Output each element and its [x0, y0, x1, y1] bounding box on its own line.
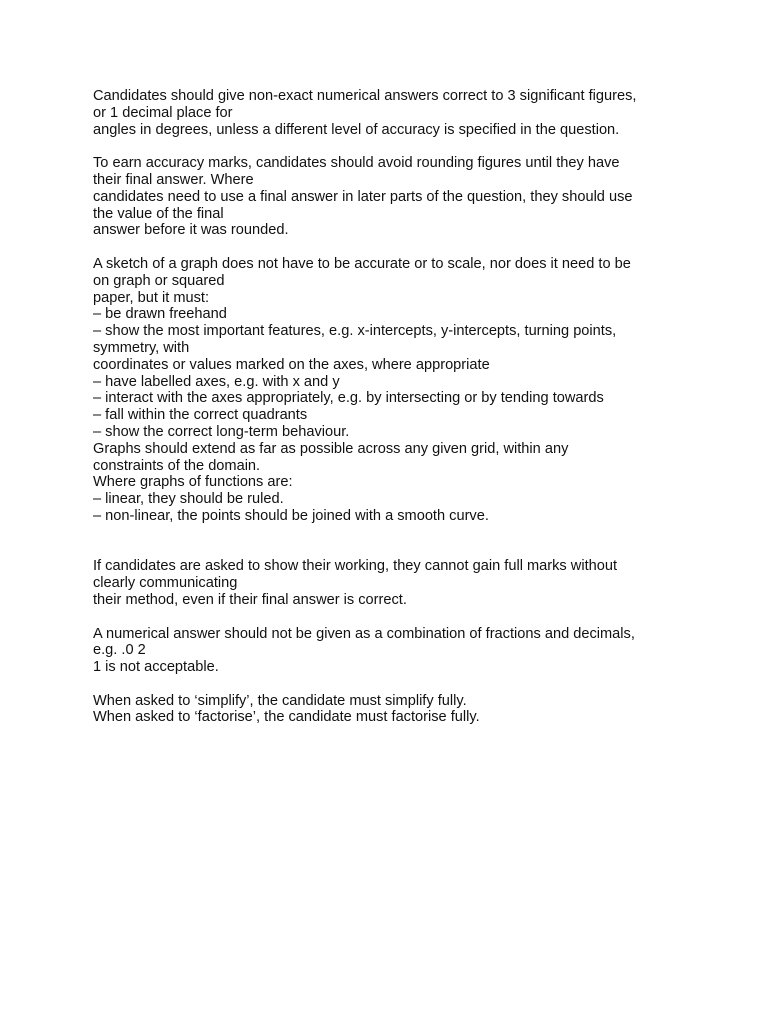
text-line: the value of the final	[93, 205, 224, 222]
text-line: answer before it was rounded.	[93, 222, 289, 239]
paragraph-spacer	[93, 525, 683, 559]
text-line: their final answer. Where	[93, 171, 254, 188]
text-line: When asked to ‘simplify’, the candidate must simplify fully.	[93, 692, 467, 709]
text-line: on graph or squared	[93, 272, 225, 289]
paragraph-simplify-factorise	[93, 693, 683, 727]
text-line: paper, but it must:	[93, 289, 210, 306]
paragraph-accuracy-marks	[93, 155, 683, 239]
list-item: – be drawn freehand	[93, 306, 227, 323]
text-line: 1 is not acceptable.	[93, 659, 219, 676]
text-line: When asked to ‘factorise’, the candidate must factorise fully.	[93, 709, 480, 726]
paragraph-graph-sketch	[93, 256, 683, 525]
paragraph-rounding-accuracy	[93, 88, 683, 138]
text-line: Graphs should extend as far as possible across any given grid, within any	[93, 440, 569, 457]
text-line: A numerical answer should not be given as a combination of fractions and decimals,	[93, 625, 635, 642]
text-line: To earn accuracy marks, candidates should avoid rounding figures until they have	[93, 155, 620, 172]
text-line: angles in degrees, unless a different level of accuracy is specified in the question.	[93, 121, 620, 138]
paragraph-spacer	[93, 676, 683, 693]
list-item: – non-linear, the points should be joined with a smooth curve.	[93, 507, 489, 524]
paragraph-numerical-answer	[93, 626, 683, 676]
paragraph-spacer	[93, 138, 683, 155]
list-item: – show the most important features, e.g. x-intercepts, y-intercepts, turning points,	[93, 323, 617, 340]
text-line: candidates need to use a final answer in later parts of the question, they should use	[93, 188, 633, 205]
list-item: – have labelled axes, e.g. with x and y	[93, 373, 340, 390]
document-body	[93, 88, 683, 726]
paragraph-show-working	[93, 558, 683, 608]
text-line: clearly communicating	[93, 575, 238, 592]
text-line: constraints of the domain.	[93, 457, 261, 474]
text-line: symmetry, with	[93, 339, 190, 356]
text-line: their method, even if their final answer is correct.	[93, 591, 407, 608]
text-line: A sketch of a graph does not have to be accurate or to scale, nor does it need to be	[93, 255, 631, 272]
text-line: or 1 decimal place for	[93, 104, 233, 121]
paragraph-spacer	[93, 609, 683, 626]
text-line: If candidates are asked to show their working, they cannot gain full marks without	[93, 558, 618, 575]
list-item: – show the correct long-term behaviour.	[93, 423, 350, 440]
list-item: – interact with the axes appropriately, e.g. by intersecting or by tending towards	[93, 390, 604, 407]
text-line: e.g. .0 2	[93, 642, 146, 659]
paragraph-spacer	[93, 239, 683, 256]
text-line: coordinates or values marked on the axes, where appropriate	[93, 356, 490, 373]
text-line: Where graphs of functions are:	[93, 474, 293, 491]
text-line: Candidates should give non-exact numerical answers correct to 3 significant figures,	[93, 88, 637, 104]
list-item: – fall within the correct quadrants	[93, 407, 308, 424]
list-item: – linear, they should be ruled.	[93, 491, 284, 508]
